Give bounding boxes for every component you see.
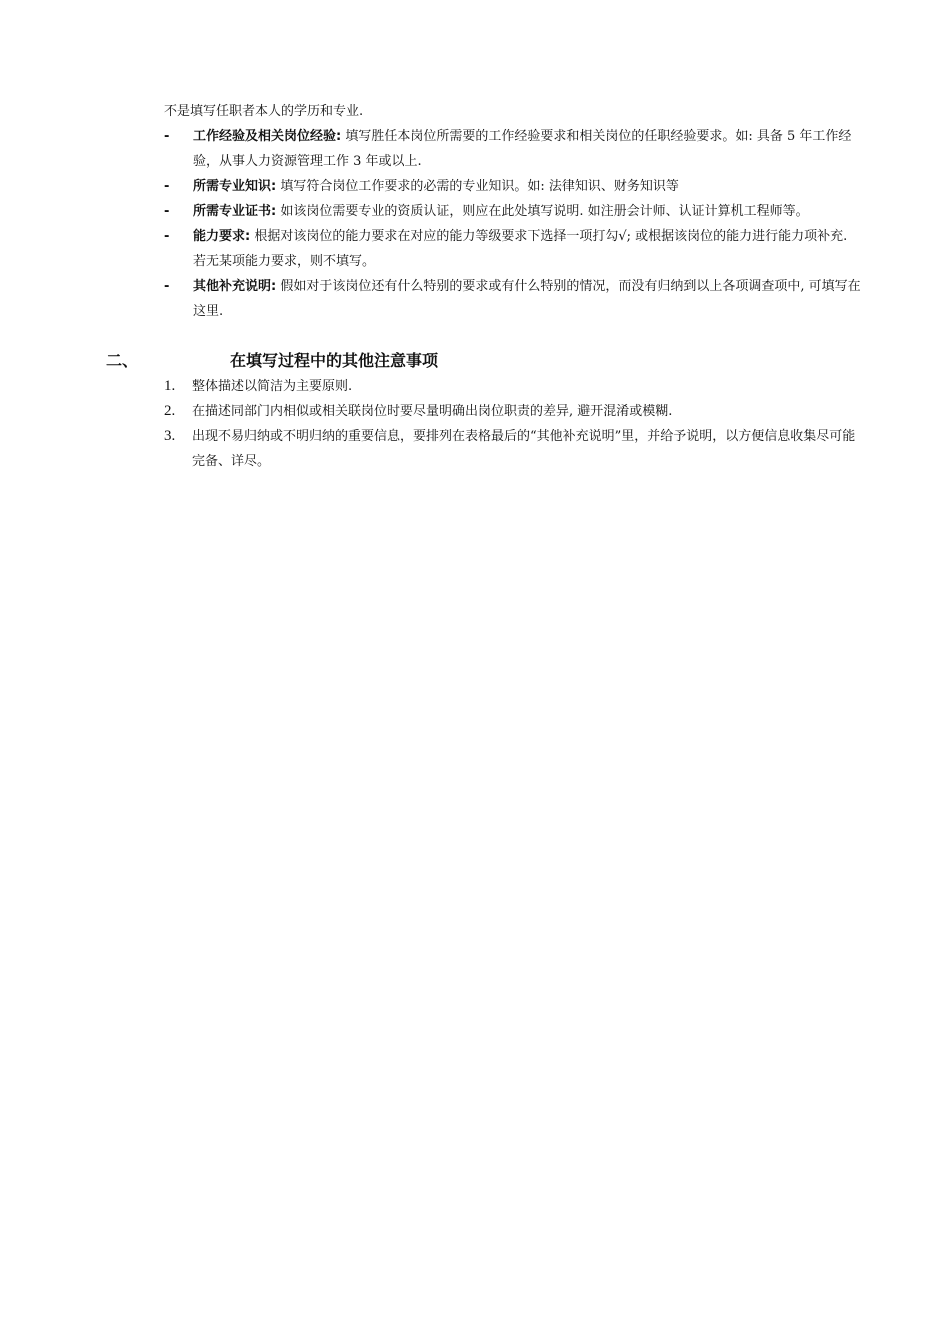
bullet-professional-knowledge	[164, 174, 864, 199]
note-text: 整体描述以简洁为主要原则.	[192, 379, 353, 394]
note-item-3	[164, 424, 864, 474]
bullet-label: 工作经验及相关岗位经验:	[193, 129, 342, 144]
note-number: 3.	[164, 428, 176, 444]
bullet-other-notes	[164, 274, 864, 324]
bullet-dash: -	[164, 179, 170, 194]
note-text: 在描述同部门内相似或相关联岗位时要尽量明确出岗位职责的差异, 避开混淆或模糊.	[192, 404, 673, 419]
note-number: 1.	[164, 378, 176, 394]
bullet-professional-certificate	[164, 199, 864, 224]
bullet-label: 所需专业证书:	[193, 204, 277, 219]
bullet-ability-requirements	[164, 224, 864, 274]
note-item-1	[164, 374, 864, 399]
bullet-label: 其他补充说明:	[193, 279, 277, 294]
bullet-text: 如该岗位需要专业的资质认证，则应在此处填写说明. 如注册会计师、认证计算机工程师等。	[276, 204, 809, 219]
section-heading	[106, 348, 866, 374]
note-item-2	[164, 399, 864, 424]
bullet-text: 填写胜任本岗位所需要的工作经验要求和相关岗位的任职经验要求。如: 具备 5 年工作经验，从事人力资源管理工作 3 年或以上.	[193, 129, 852, 169]
section-title: 在填写过程中的其他注意事项	[230, 351, 439, 370]
bullet-text: 填写符合岗位工作要求的必需的专业知识。如: 法律知识、财务知识等	[276, 179, 679, 194]
bullet-text: 假如对于该岗位还有什么特别的要求或有什么特别的情况，而没有归纳到以上各项调查项中, 可填写在这里.	[193, 279, 861, 319]
bullet-dash: -	[164, 204, 170, 219]
note-text: 出现不易归纳或不明归纳的重要信息，要排列在表格最后的“其他补充说明”里，并给予说明，以方便信息收集尽可能完备、详尽。	[192, 429, 856, 469]
requirement-bullet-list	[164, 124, 864, 324]
bullet-label: 所需专业知识:	[193, 179, 277, 194]
bullet-dash: -	[164, 229, 170, 244]
intro-paragraph: 不是填写任职者本人的学历和专业.	[164, 104, 364, 119]
bullet-label: 能力要求:	[193, 229, 251, 244]
notes-numbered-list	[164, 374, 864, 474]
note-number: 2.	[164, 403, 176, 419]
bullet-dash: -	[164, 279, 170, 294]
bullet-text: 根据对该岗位的能力要求在对应的能力等级要求下选择一项打勾√; 或根据该岗位的能力进行能力项补充. 若无某项能力要求，则不填写。	[193, 229, 848, 269]
section-number: 二、	[106, 351, 139, 370]
bullet-dash: -	[164, 129, 170, 144]
bullet-work-experience	[164, 124, 864, 174]
